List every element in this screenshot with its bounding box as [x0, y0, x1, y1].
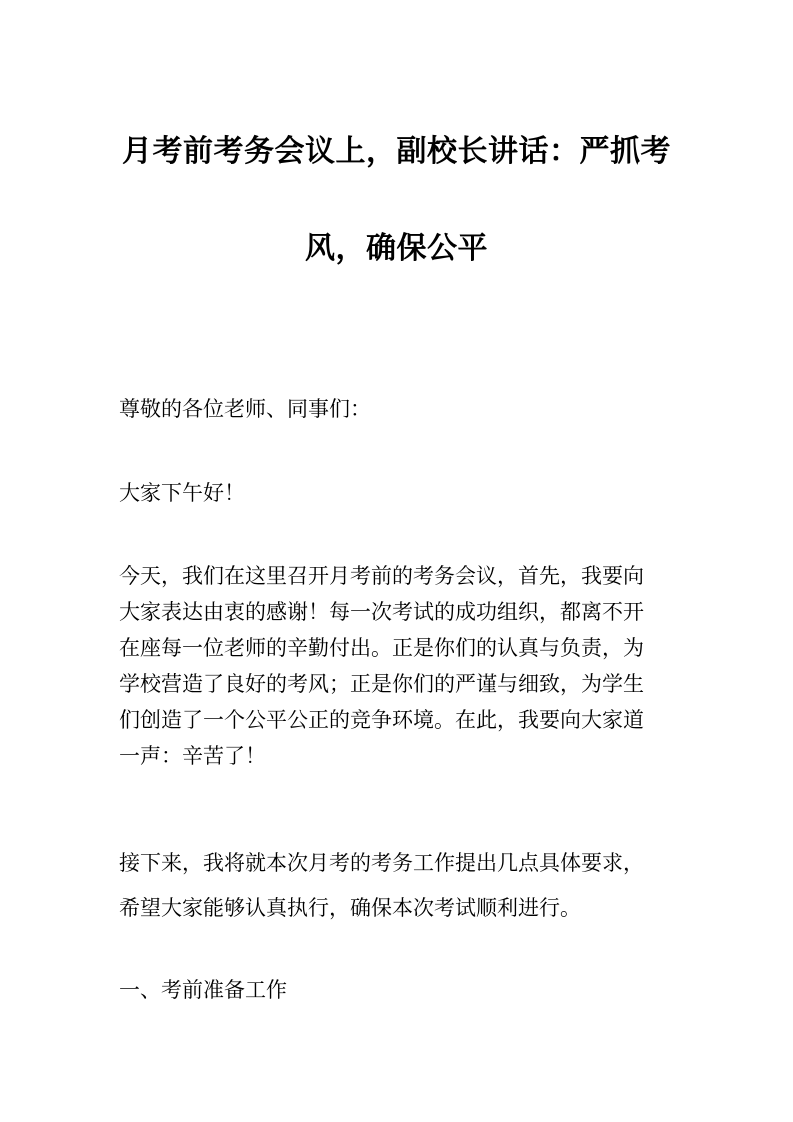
greeting-text: 尊敬的各位老师、同事们：: [119, 397, 371, 421]
paragraph-1-line: 大家表达由衷的感谢！每一次考试的成功组织，都离不开: [119, 600, 644, 624]
salutation-text: 大家下午好！: [119, 481, 245, 505]
section-1-heading: 一、考前准备工作: [119, 978, 287, 1002]
paragraph-1-line: 学校营造了良好的考风；正是你们的严谨与细致，为学生: [119, 672, 644, 696]
document-title-line-2: 风，确保公平: [305, 231, 488, 266]
paragraph-1-line: 们创造了一个公平公正的竞争环境。在此，我要向大家道: [119, 708, 644, 732]
paragraph-1-line: 在座每一位老师的辛勤付出。正是你们的认真与负责，为: [119, 636, 644, 660]
paragraph-2-line: 接下来，我将就本次月考的考务工作提出几点具体要求，: [119, 851, 644, 875]
document-title-line-1: 月考前考务会议上，副校长讲话：严抓考: [122, 134, 671, 169]
paragraph-1-line: 今天，我们在这里召开月考前的考务会议，首先，我要向: [119, 564, 644, 588]
paragraph-1-line: 一声：辛苦了！: [119, 744, 266, 768]
paragraph-2-line: 希望大家能够认真执行，确保本次考试顺利进行。: [119, 896, 581, 920]
